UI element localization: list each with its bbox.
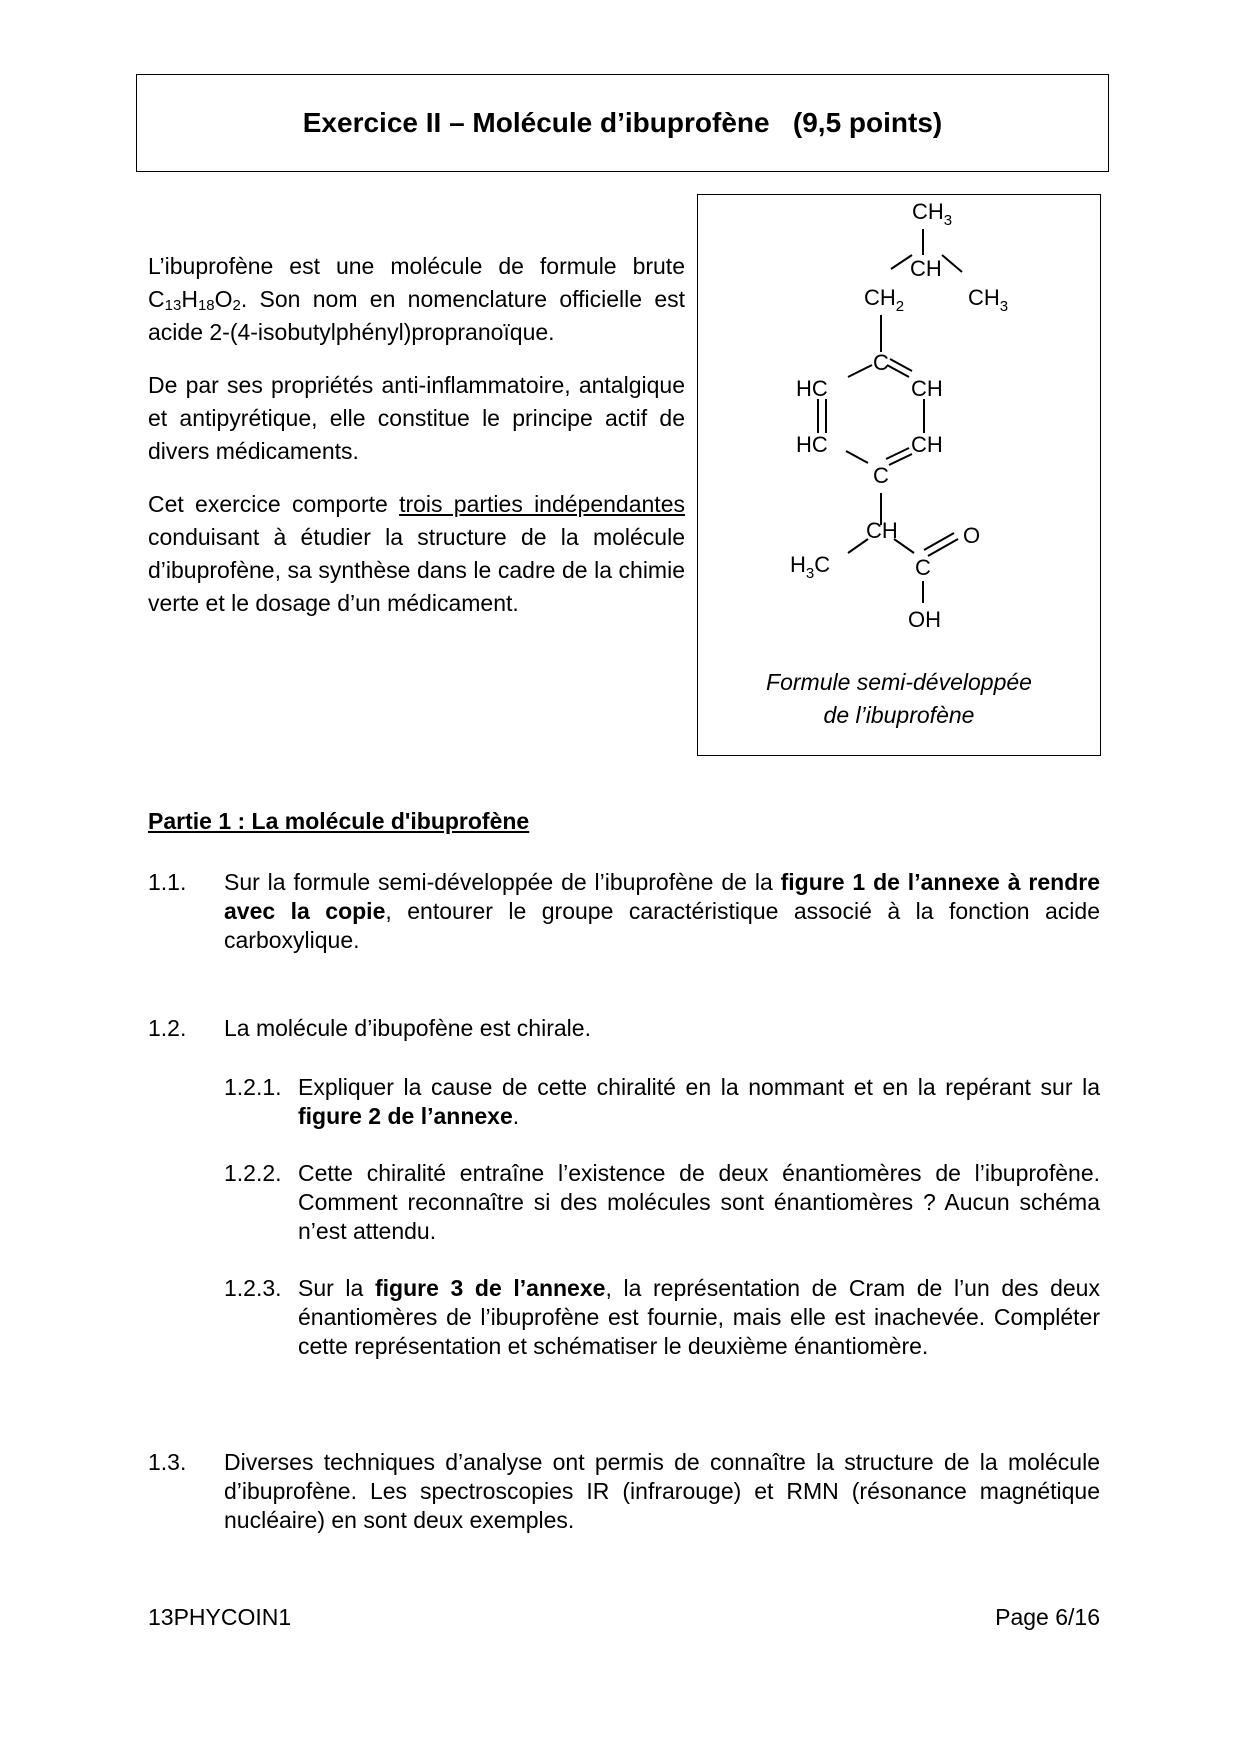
- intro-text: [148, 250, 685, 640]
- atom-h3c: $H_3C$: [790, 552, 831, 582]
- question-1-2: 1.2. La molécule d’ibupofène est chirale.: [148, 1015, 591, 1041]
- atom-ring-c-top: C: [873, 350, 889, 375]
- atom-ring-ch-lower: CH: [911, 432, 943, 457]
- question-1-1: 1.1. Sur la formule semi-développée de l’ibuprofène de la figure 1 de l’annexe à rendre avec la copie, entourer le groupe caractéristique associé à la fonction acide carboxylique.: [148, 869, 1100, 953]
- atom-ch3-right: $CH_3$: [968, 285, 1009, 315]
- exercise-title: Exercice II – Molécule d’ibuprofène (9,5 points): [302, 107, 943, 138]
- underlined-phrase: trois parties indépendantes: [399, 491, 685, 517]
- footer-document-code: 13PHYCOIN1: [148, 1604, 292, 1630]
- figure-caption: Formule semi-développée de l’ibuprofène: [766, 669, 1032, 728]
- atom-ch-chiral: CH: [866, 518, 898, 543]
- atom-c-carboxyl: C: [915, 555, 931, 580]
- atom-ch-branch: CH: [910, 256, 942, 281]
- atom-ch3-top: $CH_3$: [912, 199, 953, 229]
- question-1-3: 1.3. Diverses techniques d’analyse ont permis de connaître la structure de la molécule d’ibuprofène. Les spectroscopies IR (infrarouge) et RMN (résonance magnétique nucléaire) en sont deux exemples.: [148, 1449, 1100, 1533]
- intro-paragraph-3: Cet exercice comporte trois parties indépendantes conduisant à étudier la structure de la molécule d’ibuprofène, sa synthèse dans le cadre de la chimie verte et le dosage d’un médicament.: [148, 491, 685, 616]
- atom-ring-hc-lower: HC: [796, 432, 828, 457]
- atom-ring-hc-upper: HC: [796, 376, 828, 401]
- molecular-formula: $C_{13}H_{18}O_2$: [148, 286, 241, 314]
- question-1-2-2: 1.2.2. Cette chiralité entraîne l’existence de deux énantiomères de l’ibuprofène. Comment reconnaître si des molécules sont énantiomères ? Aucun schéma n’est attendu.: [224, 1160, 1100, 1244]
- footer-page-number: Page 6/16: [995, 1604, 1100, 1630]
- atom-o-double: O: [963, 523, 981, 548]
- part1-title: Partie 1 : La molécule d'ibuprofène: [148, 808, 530, 834]
- intro-paragraph-2: De par ses propriétés anti-inflammatoire, antalgique et antipyrétique, elle constitue le principe actif de divers médicaments.: [148, 372, 685, 464]
- exercise-title-box: [136, 74, 1109, 172]
- question-1-2-3: 1.2.3. Sur la figure 3 de l’annexe, la représentation de Cram de l’un des deux énantiomères de l’ibuprofène est fournie, mais elle est inachevée. Compléter cette représentation et schématiser le deuxième énantiomère.: [224, 1275, 1100, 1359]
- question-1-2-1: 1.2.1. Expliquer la cause de cette chiralité en la nommant et en la repérant sur la figure 2 de l’annexe.: [224, 1074, 1100, 1129]
- molecule-figure: [697, 194, 1101, 756]
- atom-oh: OH: [908, 607, 941, 632]
- ibuprofen-structure-diagram: [698, 195, 1102, 665]
- atom-ch2: $CH_2$: [864, 285, 905, 315]
- intro-paragraph-1: L’ibuprofène est une molécule de formule brute $C_{13}H_{18}O_2$. Son nom en nomenclature officielle est acide 2-(4-isobutylphényl)propranoïque.: [148, 253, 685, 345]
- atom-ring-c-bottom: C: [873, 463, 889, 488]
- atom-ring-ch-upper: CH: [911, 376, 943, 401]
